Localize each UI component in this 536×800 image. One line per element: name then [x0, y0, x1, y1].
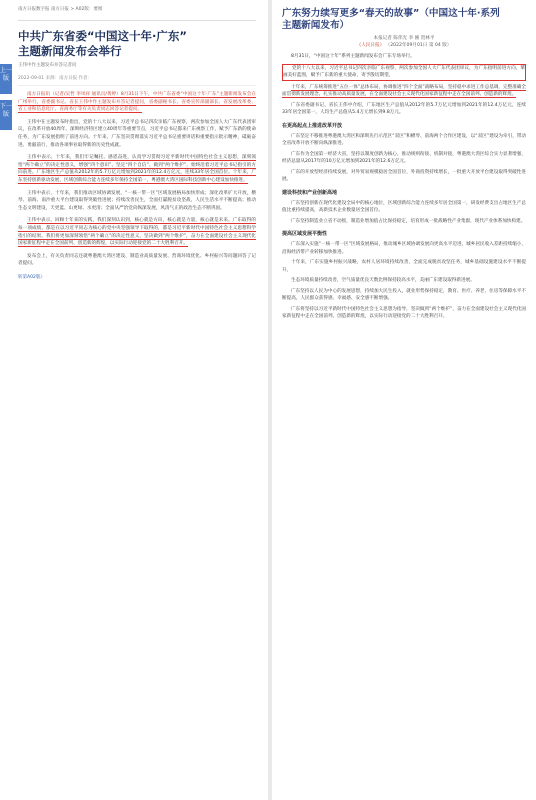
- article-paragraph: 十年来，广东实施乡村振兴战略，农村人居环境持续改善，全面完成脱贫攻坚任务，城乡基础设施建设水平不断提升。: [282, 260, 526, 273]
- prev-page-tab[interactable]: 上一版: [0, 64, 12, 94]
- article-paragraph: 广东坚持创新在现代化建设全局中的核心地位，区域创新综合能力连续多年居全国第一，研发经费支出占地区生产总值比重持续提高，高新技术企业数量居全国首位。: [282, 200, 526, 213]
- right-article-panel: [272, 0, 536, 800]
- page-title-line2: 主题新闻发布会举行: [18, 44, 122, 58]
- section-heading: 提高区域发展平衡性: [282, 231, 328, 237]
- date-label: （2022年09月01日 第 04 版）: [385, 43, 452, 48]
- dateline: [282, 42, 526, 50]
- article-paragraph: 生态环境质量持续改善，空气质量优良天数比例保持较高水平，美丽广东建设取得新进展。: [291, 278, 475, 283]
- page-title: 中共广东省委“中国这十年·广东”: [18, 29, 187, 43]
- article-title-line2: 主题新闻发布）: [282, 20, 350, 31]
- article-paragraph: 王伟中在主题发布时指出，党的十八大以来，习近平总书记四次亲临广东视察，两次参加全国人大广东代表团审议，在改革开放40周年、深圳经济特区建立40周年等重要节点，习近平总书记都来广东视察工作，赋予广东新的使命任务，为广东发展指明了前进方向。十年来，广东坚决贯彻落实习近平总书记重要讲话和重要指示批示精神，砥砺奋进、勇毅前行，推动各项事业取得新的历史性成就。: [18, 119, 256, 148]
- source-label: 《人民日报》: [356, 43, 385, 48]
- article-meta: 2022-09-01 来源：南方日报 作者：: [18, 75, 256, 86]
- article-paragraph: 广东的开放型经济持续发展，对外贸易规模稳居全国首位，外商投资持续增长，一批重大开放平台建设取得突破性进展。: [282, 169, 526, 182]
- section-heading: 建设科技和产业创新高地: [282, 189, 338, 196]
- article-paragraph: 广东深入实施“一核一带一区”区域发展格局，推动城乡区域协调发展向更高水平迈进，城乡居民收入差距持续缩小，沿海经济带产业转移加快推进。: [282, 242, 526, 255]
- article-paragraph: 8月31日，“中国这十年”系列主题新闻发布会广东专场举行。: [291, 54, 415, 59]
- article-paragraph: 广东坚持以人民为中心的发展思想，持续加大民生投入，就业形势保持稳定，教育、医疗、养老、住房等保障水平不断提高，人民群众获得感、幸福感、安全感不断增强。: [282, 288, 526, 301]
- article-paragraph: [18, 91, 256, 114]
- article-paragraph: 广东作为全国第一经济大省，坚持以制度创新为核心，推动规则衔接、机制对接，粤港澳大湾区综合实力显著增强，经济总量从2017年的10万亿元增加到2021年的12.6万亿元。: [282, 151, 526, 164]
- subtitle: 王伟中作主题发布并答记者问: [18, 63, 77, 68]
- article-paragraph: 广东将坚持以习近平新时代中国特色社会主义思想为指导，坚决做到“两个维护”，奋力在全面建设社会主义现代化国家新征程中走在全国前列、创造新的辉煌，以实际行动迎接党的二十大胜利召开。: [282, 306, 526, 319]
- underlined-text: 十年来，广东统筹推进“五位一体”总体布局，协调推进“四个全面”战略布局，坚持稳中求进工作总基调，完整准确全面贯彻新发展理念，扎实推动高质量发展，在全面建设社会主义现代化国家新征程中走在全国前列、创造新的辉煌。: [282, 84, 526, 97]
- article-paragraph: 发布会上，有关负责同志还就粤港澳大湾区建设、制造业高质量发展、营商环境优化、乡村振兴等问题回答了记者提问。: [18, 253, 256, 267]
- article-paragraph: 广东省委副书记、省长王伟中介绍，广东地区生产总值从2012年的5.7万亿元增加到2021年的12.4万亿元，连续33年居全国第一，人均生产总值从5.4万元增长到9.8万元。: [282, 102, 526, 115]
- byline: 本报记者 陈伟光 李 刚 贺林平: [373, 36, 435, 41]
- section-heading: 在更高起点上推进改革开放: [282, 122, 343, 129]
- article-paragraph: 王伟中表示，十年来，我们推动区域协调发展，“一核一带一区”区域发展格局加快形成；深化改革扩大开放，横琴、前海、南沙重大平台建设取得突破性进展；持续改善民生，全面打赢脱贫攻坚战，人民生活水平不断提高；推动生态文明建设，天更蓝、山更绿、水更清；全面从严治党向纵深发展，风清气正的政治生态不断巩固。: [18, 190, 256, 211]
- left-article: [18, 6, 256, 281]
- right-article: [282, 8, 526, 321]
- article-paragraph: [18, 217, 256, 247]
- article-paragraph: [18, 154, 256, 184]
- side-tabs: [0, 64, 12, 136]
- article-title: 广东努力续写更多“春天的故事”（中国这十年·系列: [282, 8, 500, 19]
- article-paragraph: [282, 84, 526, 99]
- article-paragraph: 广东坚定不移推进粤港澳大湾区和深圳先行示范区“双区”和横琴、前海两个合作区建设，以“双区”建设为牵引，带动全省改革开放不断向纵深推进。: [282, 133, 526, 146]
- article-paragraph: 广东坚持制造业立省不动摇，制造业增加值占比保持稳定，培育形成一批战略性产业集群，现代产业体系加快构建。: [291, 218, 526, 224]
- underlined-text: 王伟中表示，十年来，我们牢记嘱托、感恩奋进，认真学习贯彻习近平新时代中国特色社会主义思想，深刻领悟“两个确立”的决定性意义，增强“四个意识”、坚定“四个自信”、做到“两个维护”，始终沿着习近平总书记指引的方向前进。广东地区生产总值从2012年的5.7万亿元增加到2021年的12.4万亿元，连续33年居全国首位。十年来，广东坚持创新驱动发展，区域创新综合能力连续多年保持全国第一，粤港澳大湾区国际科技创新中心建设加快推进。: [18, 155, 256, 183]
- next-page-tab[interactable]: 下一版: [0, 100, 12, 130]
- underlined-text: 王伟中表示，回顾十年来的实践，我们深刻认识到，核心就是方向，核心就是力量，核心就是未来。广东取得的每一项成绩，都是在以习近平同志为核心的党中央坚强领导下取得的，都是习近平新时代中国特色社会主义思想科学指引的结果。我们将更加深刻领悟“两个确立”的决定性意义，坚决做到“两个维护”，奋力在全面建设社会主义现代化国家新征程中走在全国前列、创造新的辉煌，以实际行动迎接党的二十大胜利召开。: [18, 218, 256, 247]
- breadcrumb: 南方日报数字报 南方日报 > A02版：要闻: [18, 6, 256, 21]
- highlighted-paragraph: 党的十八大以来，习近平总书记四次亲临广东视察，两次参加全国人大广东代表团审议，为广东指明前进方向，擘画美好蓝图，赋予广东新的重大使命，寄予殷切期望。: [282, 64, 526, 81]
- continued-link[interactable]: 转第A02版》: [18, 274, 45, 280]
- underlined-text: 南方日报讯（记者/吴哲 李凤祥 通讯员/黄婷）8月31日下午，中共广东省委“中国这十年·广东”主题新闻发布会在广州举行。省委副书记、省长王伟中作主题发布并答记者提问，省委副秘书长、省委宣传部副部长、省发展改革委、省工业和信息化厅、省商务厅等有关负责同志回答记者提问。: [18, 92, 256, 113]
